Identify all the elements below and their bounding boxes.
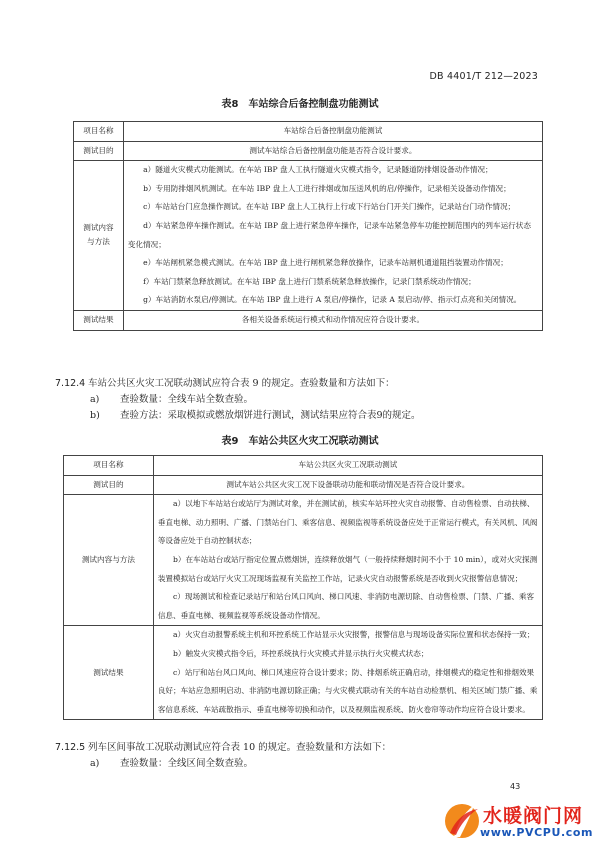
table-cell-text	[123, 161, 542, 311]
label-line: 测试内容	[83, 223, 114, 233]
list-item-text: 查验数量：全线区间全数查验。	[120, 758, 254, 769]
list-item: b）在车站站台或站厅指定位置点燃烟饼，连续释放烟气（一般持续释烟时间不小于 10 min），或对火灾探测装置模拟站台或站厅火灾工况现场监视有关监控工作站，记录火灾自动报警系统是否收到火灾报警信息情况；	[157, 554, 538, 583]
list-item: b）触发火灾模式指令后，环控系统执行火灾模式并显示执行火灾模式状态；	[173, 648, 429, 658]
clause-7-12-5	[55, 740, 391, 755]
table-row	[64, 456, 543, 476]
table-cell-text	[153, 495, 542, 626]
table-cell-label	[74, 161, 124, 311]
list-item-number: a)	[90, 394, 100, 405]
table-row	[64, 495, 543, 626]
table8-caption: 表8 车站综合后备控制盘功能测试	[221, 99, 379, 110]
table-cell-value: 测试车站综合后备控制盘功能是否符合设计要求。	[123, 141, 542, 161]
table-row	[64, 475, 543, 495]
list-item	[90, 756, 253, 771]
table-row	[74, 122, 543, 142]
list-item-text: 查验方法：采取模拟或燃放烟饼进行测试，测试结果应符合表9的规定。	[120, 410, 421, 421]
list-item: b）专用防排烟风机测试。在车站 IBP 盘上人工进行排烟或加压送风机的启/停操作，记录相关设备动作情况；	[143, 183, 511, 193]
list-item: d）车站紧急停车操作测试。在车站 IBP 盘上进行紧急停车操作，记录车站紧急停车功能控制范围内的列车运行状态变化情况；	[127, 220, 531, 249]
list-item: a）以地下车站站台或站厅为测试对象，并在测试前，核实车站环控火灾自动报警、自动售检票、自动扶梯、垂直电梯、动力照明、广播、门禁站台门、乘客信息、视频监视等系统设备应处于正常运行模式，有关风机、风阀等设备应处于自动控制状态；	[157, 499, 538, 546]
table-row	[74, 310, 543, 330]
clause-text: 列车区间事故工况联动测试应符合表 10 的规定。查验数量和方法如下：	[88, 742, 392, 753]
list-item: g）车站消防水泵启/停测试。在车站 IBP 盘上进行 A 泵启/停操作，记录 A 泵启动/停、指示灯点亮和关闭情况。	[143, 295, 522, 305]
clause-number: 7.12.5	[55, 742, 86, 753]
list-item: e）车站闸机紧急模式测试。在车站 IBP 盘上进行闸机紧急释放操作，记录车站闸机通道阻挡装置动作情况；	[143, 258, 508, 268]
page-number: 43	[510, 782, 521, 791]
table-cell-label: 测试目的	[64, 475, 154, 495]
table-row	[74, 161, 543, 311]
list-item-number: a)	[90, 758, 100, 769]
list-item: c）现场测试和检查记录站厅和站台风口风向、梯口风速、非消防电源切除、自动售检票、门禁、广播、乘客信息、垂直电梯、视频监视等系统设备动作情况。	[157, 592, 535, 620]
document-id: DB 4401/T 212—2023	[429, 71, 538, 82]
list-item: c）车站站台门应急操作测试。在车站 IBP 盘上人工执行上行或下行站台门开关门操作，记录站台门动作情况；	[143, 202, 516, 212]
list-item: a）隧道火灾模式功能测试。在车站 IBP 盘人工执行隧道火灾模式指令，记录隧道防排烟设备动作情况；	[143, 165, 493, 175]
table-cell-text	[153, 626, 542, 720]
list-item-text: 查验数量：全线车站全数查验。	[120, 394, 254, 405]
list-item	[90, 408, 421, 423]
table-cell-label: 项目名称	[74, 122, 124, 142]
table-cell-label: 测试目的	[74, 141, 124, 161]
list-item: a）火灾自动报警系统主机和环控系统工作站显示火灾报警，报警信息与现场设备实际位置和状态保持一致；	[173, 630, 535, 640]
table-cell-value: 车站公共区火灾工况联动测试	[153, 456, 542, 476]
table-row	[74, 141, 543, 161]
table-cell-value: 车站综合后备控制盘功能测试	[123, 122, 542, 142]
table9	[63, 455, 543, 720]
watermark-url: www.PVCPU.com	[480, 826, 594, 839]
list-item	[90, 392, 253, 407]
table-cell-label: 测试内容与方法	[64, 495, 154, 626]
table9-caption: 表9 车站公共区火灾工况联动测试	[221, 436, 379, 447]
table-cell-label: 项目名称	[64, 456, 154, 476]
list-item: c）站厅和站台风口风向、梯口风速应符合设计要求；防、排烟系统正确启动，排烟模式的稳定性和排烟效果良好；车站应急照明启动、非消防电源切除正确；与火灾模式联动有关的车站自动检票机、相关区域门禁广播、乘客信息系统、车站疏散指示、垂直电梯等切换和动作，以及视频监视系统、防火卷帘等动作均应符合设计要求。	[157, 667, 538, 714]
clause-text: 车站公共区火灾工况联动测试应符合表 9 的规定。查验数量和方法如下：	[88, 378, 395, 389]
table-cell-label: 测试结果	[74, 310, 124, 330]
table-row	[64, 626, 543, 720]
clause-7-12-4	[55, 376, 395, 391]
list-item: f）车站门禁紧急释放测试。在车站 IBP 盘上进行门禁系统紧急释放操作，记录门禁系统动作情况；	[143, 276, 476, 286]
label-line: 与方法	[87, 237, 110, 247]
table8	[73, 121, 543, 331]
table-cell-value: 各相关设备系统运行模式和动作情况应符合设计要求。	[123, 310, 542, 330]
watermark-name: 水暖阀门网	[483, 805, 584, 827]
table-cell-label: 测试结果	[64, 626, 154, 720]
list-item-number: b)	[90, 410, 100, 421]
clause-number: 7.12.4	[55, 378, 86, 389]
table-cell-value: 测试车站公共区火灾工况下设备联动功能和联动情况是否符合设计要求。	[153, 475, 542, 495]
